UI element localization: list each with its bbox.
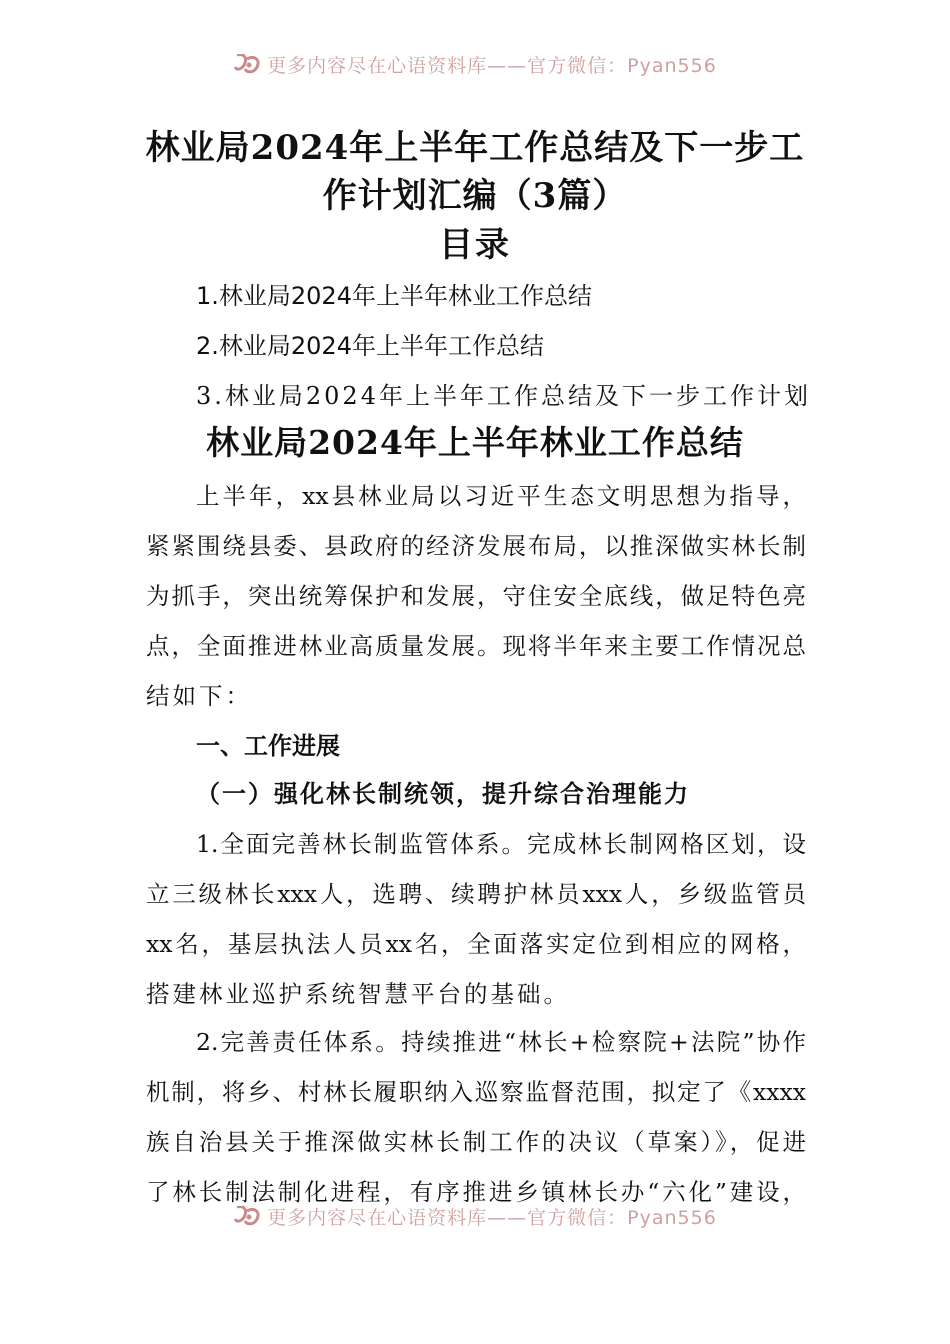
paragraph-line: 族自治县关于推深做实林长制工作的决议（草案）》，促进	[146, 1128, 806, 1156]
paragraph-line: 上半年，xx县林业局以习近平生态文明思想为指导，	[196, 482, 806, 510]
paragraph-line: 为抓手，突出统筹保护和发展，守住安全底线，做足特色亮	[146, 582, 806, 610]
watermark-logo-icon	[233, 1206, 263, 1229]
paragraph-line: 机制，将乡、村林长履职纳入巡察监督范围，拟定了《xxxx	[146, 1078, 806, 1106]
paragraph-line: 点，全面推进林业高质量发展。现将半年来主要工作情况总	[146, 632, 806, 660]
toc-item: 2.林业局2024年上半年工作总结	[196, 332, 544, 360]
watermark-text: 更多内容尽在心语资料库——官方微信：Pyan556	[267, 54, 717, 77]
paragraph-line: 2.完善责任体系。持续推进“林长+检察院+法院”协作	[196, 1028, 806, 1056]
paragraph-line: 立三级林长xxx人，选聘、续聘护林员xxx人，乡级监管员	[146, 880, 806, 908]
section-title: 林业局2024年上半年林业工作总结	[206, 423, 744, 462]
toc-item: 1.林业局2024年上半年林业工作总结	[196, 282, 592, 310]
document-title-line-1: 林业局2024年上半年工作总结及下一步工	[145, 128, 805, 168]
paragraph-line: 紧紧围绕县委、县政府的经济发展布局，以推深做实林长制	[146, 532, 806, 560]
paragraph-line: 1.全面完善林长制监管体系。完成林长制网格区划，设	[196, 830, 806, 858]
toc-item: 3.林业局2024年上半年工作总结及下一步工作计划	[196, 382, 811, 410]
watermark-bottom	[0, 1206, 950, 1236]
heading-level-1: 一、工作进展	[196, 732, 340, 760]
paragraph-line: 结如下：	[146, 682, 252, 710]
heading-level-2: （一）强化林长制统领，提升综合治理能力	[196, 779, 690, 808]
paragraph-line: 了林长制法制化进程，有序推进乡镇林长办“六化”建设，	[146, 1178, 806, 1206]
paragraph-line: 搭建林业巡护系统智慧平台的基础。	[146, 980, 570, 1008]
watermark-top	[0, 54, 950, 84]
watermark-text: 更多内容尽在心语资料库——官方微信：Pyan556	[267, 1206, 717, 1229]
toc-heading: 目录	[439, 225, 511, 265]
paragraph-line: xx名，基层执法人员xx名，全面落实定位到相应的网格，	[146, 930, 806, 958]
watermark-logo-icon	[233, 54, 263, 77]
document-title-line-2: 作计划汇编（3篇）	[322, 176, 628, 216]
